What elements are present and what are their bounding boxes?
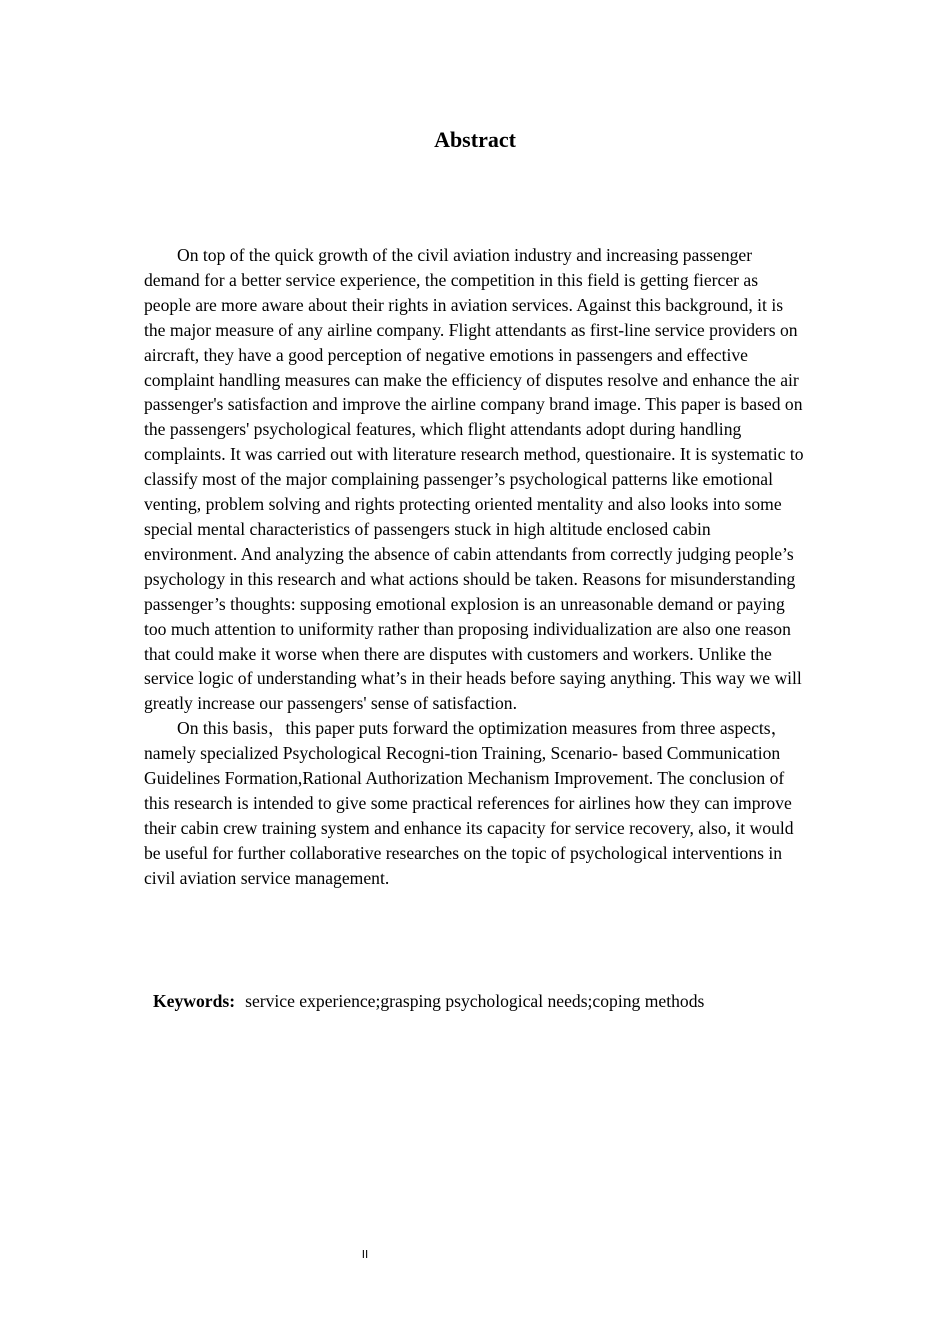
page-number: II	[361, 1248, 369, 1261]
abstract-paragraph-2: On this basis，this paper puts forward the optimization measures from three aspects，namely specialized Psychological Recogni-tion Training, Scenario- based Communication Guidelines Formation,Rational Authorization Mechanism Improvement. The conclusion of this research is intended to give some practical references for airlines how they can improve their cabin crew training system and enhance its capacity for service recovery, also, it would be useful for further collaborative researches on the topic of psychological interventions in civil aviation service management.	[144, 718, 794, 888]
abstract-paragraph-1: On top of the quick growth of the civil aviation industry and increasing passenger demand for a better service experience, the competition in this field is getting fiercer as people are more aware about their rights in aviation services. Against this background, it is the major measure of any airline company. Flight attendants as first-line service providers on aircraft, they have a good perception of negative emotions in passengers and effective complaint handling measures can make the efficiency of disputes resolve and enhance the air passenger's satisfaction and improve the airline company brand image. This paper is based on the passengers' psychological features, which flight attendants adopt during handling complaints. It was carried out with literature research method, questionaire. It is systematic to classify most of the major complaining passenger’s psychological patterns like emotional venting, problem solving and rights protecting oriented mentality and also looks into some special mental characteristics of passengers stuck in high altitude enclosed cabin environment. And analyzing the absence of cabin attendants from correctly judging people’s psychology in this research and what actions should be taken. Reasons for misunderstanding passenger’s thoughts: supposing emotional explosion is an unreasonable demand or paying too much attention to uniformity rather than proposing individualization are also one reason that could make it worse when there are disputes with customers and workers. Unlike the service logic of understanding what’s in their heads before saying anything. This way we will greatly increase our passengers' sense of satisfaction.	[144, 245, 804, 714]
abstract-title: Abstract	[434, 127, 516, 152]
keywords-text: service experience;grasping psychological needs;coping methods	[245, 991, 705, 1011]
keywords-line	[153, 989, 813, 1014]
abstract-body	[144, 243, 806, 891]
keywords-label: Keywords:	[153, 991, 236, 1011]
